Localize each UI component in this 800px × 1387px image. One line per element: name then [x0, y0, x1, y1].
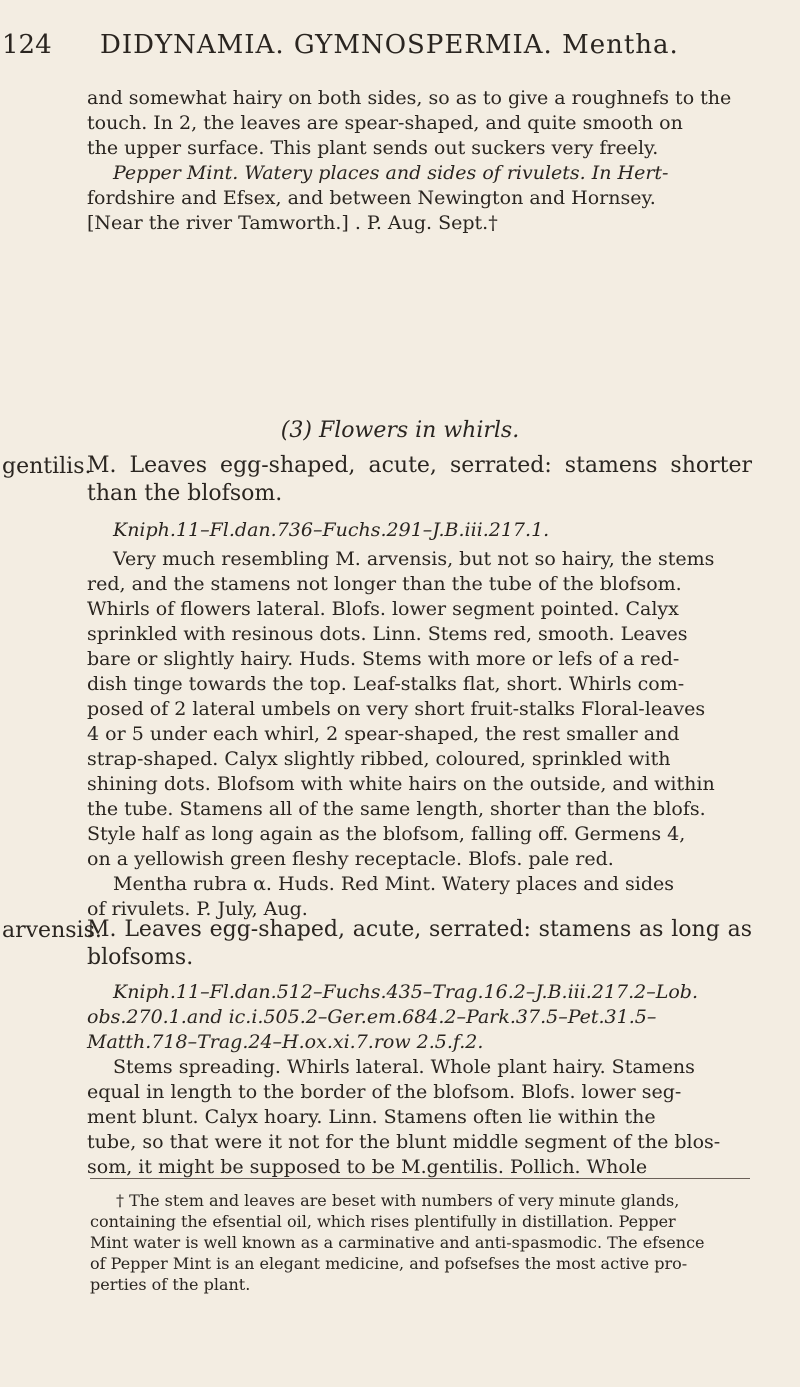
text-line: dish tinge towards the top. Leaf-stalks flat, short. Whirls com-	[87, 673, 685, 695]
references: obs.270.1.and ic.i.505.2–Ger.em.684.2–Park.37.5–Pet.31.5–	[87, 1006, 657, 1028]
text-line: sprinkled with resinous dots. Linn. Stems red, smooth. Leaves	[87, 623, 688, 645]
text-line: and somewhat hairy on both sides, so as to give a roughnefs to the	[87, 87, 732, 109]
text-line: som, it might be supposed to be M.gentilis. Pollich. Whole	[87, 1156, 648, 1178]
text-line: strap-shaped. Calyx slightly ribbed, coloured, sprinkled with	[87, 748, 671, 770]
margin-label-arvensis: arvensis.	[2, 918, 102, 943]
section-heading: (3) Flowers in whirls.	[280, 418, 520, 443]
text-line: on a yellowish green fleshy receptacle. Blofs. pale red.	[87, 848, 614, 870]
footnote-line: Mint water is well known as a carminative and anti-spasmodic. The efsence	[90, 1233, 705, 1252]
footnote-line: † The stem and leaves are beset with numbers of very minute glands,	[116, 1191, 680, 1210]
top-paragraph	[87, 86, 752, 236]
footnote	[90, 1190, 750, 1295]
text-line: fordshire and Efsex, and between Newington and Hornsey.	[87, 187, 656, 209]
text-line: the upper surface. This plant sends out suckers very freely.	[87, 137, 659, 159]
page-number: 124	[2, 30, 52, 60]
gentilis-entry	[87, 452, 752, 922]
footnote-divider	[90, 1178, 750, 1179]
text-line: 4 or 5 under each whirl, 2 spear-shaped, the rest smaller and	[87, 723, 680, 745]
text-line: red, and the stamens not longer than the tube of the blofsom.	[87, 573, 682, 595]
text-line: Stems spreading. Whirls lateral. Whole plant hairy. Stamens	[113, 1056, 695, 1078]
species-diagnosis: M. Leaves egg-shaped, acute, serrated: stamens shorter than the blofsom.	[87, 453, 752, 506]
footnote-line: containing the efsential oil, which rises plentifully in distillation. Pepper	[90, 1212, 676, 1231]
text-line: ment blunt. Calyx hoary. Linn. Stamens often lie within the	[87, 1106, 656, 1128]
references: Matth.718–Trag.24–H.ox.xi.7.row 2.5.f.2.	[87, 1031, 484, 1053]
text-line: Whirls of flowers lateral. Blofs. lower segment pointed. Calyx	[87, 598, 679, 620]
text-line: tube, so that were it not for the blunt middle segment of the blos-	[87, 1131, 721, 1153]
running-header	[0, 30, 800, 70]
text-line: [Near the river Tamworth.] . P. Aug. Sept.†	[87, 212, 498, 234]
text-line: the tube. Stamens all of the same length, shorter than the blofs.	[87, 798, 706, 820]
species-diagnosis: M. Leaves egg-shaped, acute, serrated: stamens as long as blofsoms.	[87, 917, 752, 970]
text-line: Pepper Mint. Watery places and sides of rivulets. In Hert-	[113, 162, 669, 184]
footnote-line: perties of the plant.	[90, 1275, 251, 1294]
text-line: Style half as long again as the blofsom, falling off. Germens 4,	[87, 823, 686, 845]
text-line: posed of 2 lateral umbels on very short fruit-stalks Floral-leaves	[87, 698, 706, 720]
text-line: touch. In 2, the leaves are spear-shaped, and quite smooth on	[87, 112, 683, 134]
footnote-line: of Pepper Mint is an elegant medicine, and pofsefses the most active pro-	[90, 1254, 688, 1273]
header-title: DIDYNAMIA. GYMNOSPERMIA. Mentha.	[100, 30, 679, 60]
text-line: bare or slightly hairy. Huds. Stems with more or lefs of a red-	[87, 648, 680, 670]
margin-label-gentilis: gentilis.	[2, 454, 92, 479]
text-line: shining dots. Blofsom with white hairs on the outside, and within	[87, 773, 715, 795]
text-line: equal in length to the border of the blofsom. Blofs. lower seg-	[87, 1081, 682, 1103]
arvensis-entry	[87, 916, 752, 1180]
text-line: Mentha rubra α. Huds. Red Mint. Watery places and sides	[113, 873, 674, 895]
references: Kniph.11–Fl.dan.512–Fuchs.435–Trag.16.2–J.B.iii.217.2–Lob.	[113, 981, 699, 1003]
text-line: Very much resembling M. arvensis, but not so hairy, the stems	[113, 548, 715, 570]
references: Kniph.11–Fl.dan.736–Fuchs.291–J.B.iii.217.1.	[113, 519, 550, 541]
text-line: of rivulets. P. July, Aug.	[87, 898, 308, 920]
